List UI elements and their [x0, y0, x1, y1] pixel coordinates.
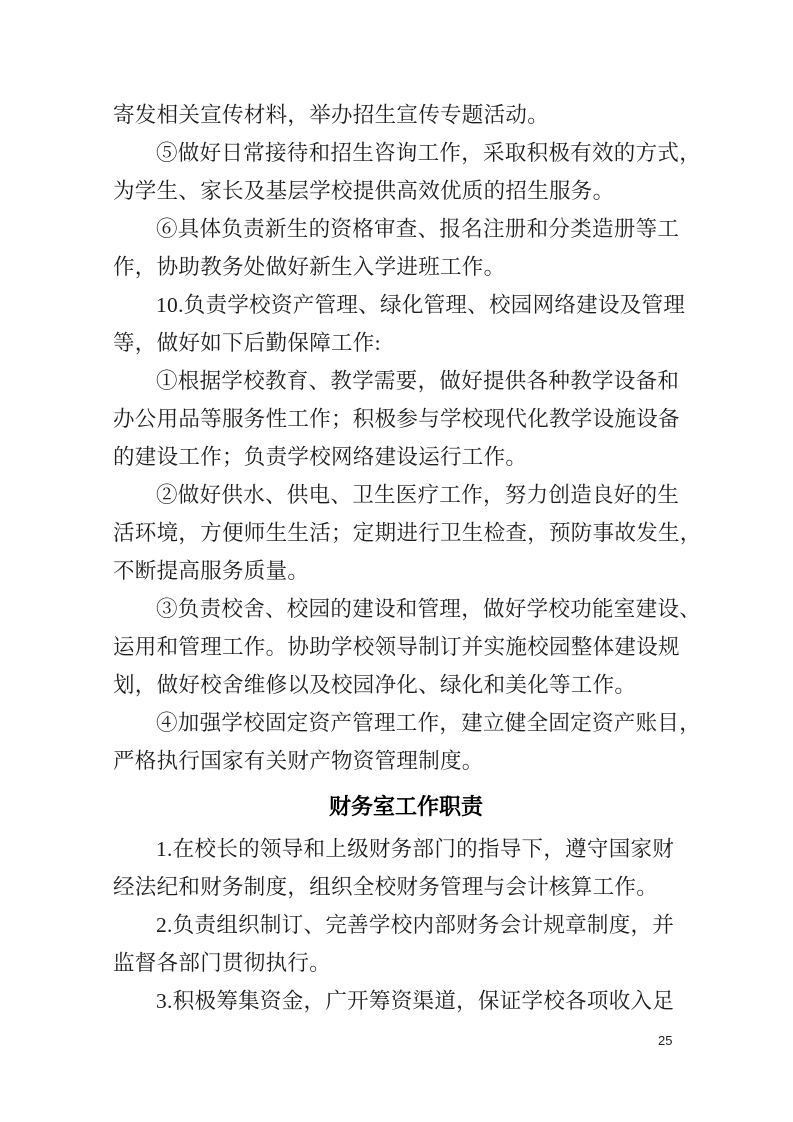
body-line: 划，做好校舍维修以及校园净化、绿化和美化等工作。 — [113, 673, 637, 697]
body-line: 的建设工作；负责学校网络建设运行工作。 — [113, 445, 528, 469]
paragraph — [113, 982, 699, 1020]
section-heading: 财务室工作职责 — [328, 794, 483, 819]
body-line: 10.负责学校资产管理、绿化管理、校园网络建设及管理 — [156, 293, 686, 317]
body-line: ③负责校舍、校园的建设和管理，做好学校功能室建设、 — [156, 597, 702, 621]
body-line: 办公用品等服务性工作；积极参与学校现代化教学设施设备 — [113, 407, 680, 431]
paragraph — [113, 134, 702, 210]
paragraph — [113, 476, 702, 590]
body-line: ⑥具体负责新生的资格审查、报名注册和分类造册等工 — [156, 217, 680, 241]
paragraph — [113, 704, 702, 780]
paragraph — [113, 286, 699, 362]
body-line: 为学生、家长及基层学校提供高效优质的招生服务。 — [113, 179, 615, 203]
body-line: ②做好供水、供电、卫生医疗工作，努力创造良好的生 — [156, 483, 680, 507]
paragraph — [113, 210, 699, 286]
body-line: 1.在校长的领导和上级财务部门的指导下，遵守国家财 — [156, 837, 675, 861]
paragraph — [113, 906, 699, 982]
body-line: 严格执行国家有关财产物资管理制度。 — [113, 749, 484, 773]
paragraph — [113, 362, 699, 476]
page-number: 25 — [658, 1033, 673, 1048]
body-line: 活环境，方便师生生活；定期进行卫生检查，预防事故发生， — [113, 521, 702, 545]
body-line: ④加强学校固定资产管理工作，建立健全固定资产账目， — [156, 711, 702, 735]
body-line: 监督各部门贯彻执行。 — [113, 951, 332, 975]
body-line: 作，协助教务处做好新生入学进班工作。 — [113, 255, 506, 279]
body-line: 等，做好如下后勤保障工作: — [113, 331, 381, 355]
body-line: 经法纪和财务制度，组织全校财务管理与会计核算工作。 — [113, 875, 659, 899]
body-line: 不断提高服务质量。 — [113, 559, 310, 583]
paragraph — [113, 96, 699, 134]
page-content — [113, 96, 702, 1020]
body-line: 寄发相关宣传材料，举办招生宣传专题活动。 — [113, 103, 550, 127]
paragraph — [113, 830, 699, 906]
paragraph — [113, 590, 702, 704]
body-line: 3.积极筹集资金，广开筹资渠道，保证学校各项收入足 — [156, 989, 675, 1013]
body-line: ⑤做好日常接待和招生咨询工作，采取积极有效的方式， — [156, 141, 702, 165]
body-line: 2.负责组织制订、完善学校内部财务会计规章制度，并 — [156, 913, 675, 937]
body-line: 运用和管理工作。协助学校领导制订并实施校园整体建设规 — [113, 635, 680, 659]
body-line: ①根据学校教育、教学需要，做好提供各种教学设备和 — [156, 369, 680, 393]
